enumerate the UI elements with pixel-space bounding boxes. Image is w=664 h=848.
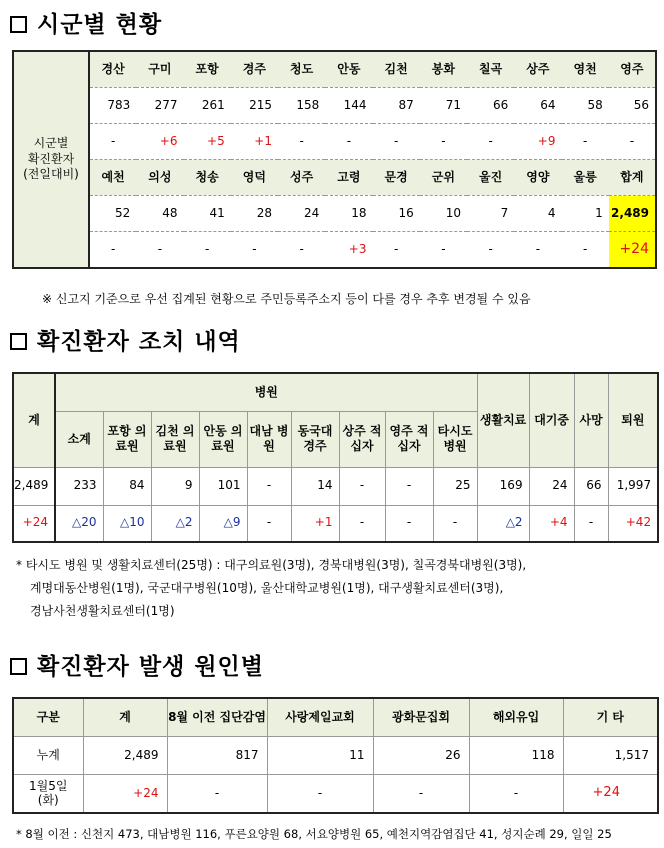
measure-total-cell: 1,997 bbox=[608, 467, 658, 505]
city-name-cell: 예천 bbox=[89, 160, 136, 196]
city-total-cell: 4 bbox=[514, 196, 561, 232]
city-change-cell: +24 bbox=[609, 232, 656, 269]
city-change-cell: - bbox=[278, 124, 325, 160]
checkbox-square-icon bbox=[10, 16, 27, 33]
cause-header-cell: 사랑제일교회 bbox=[267, 698, 373, 737]
city-name-cell: 고령 bbox=[325, 160, 372, 196]
measure-change-cell: △20 bbox=[55, 505, 103, 542]
city-total-cell: 10 bbox=[420, 196, 467, 232]
measures-footnote-1: * 타시도 병원 및 생활치료센터(25명) : 대구의료원(3명), 경북대병원(3명), 칠곡경북대병원(3명), bbox=[16, 558, 527, 572]
city-change-cell: +9 bbox=[514, 124, 561, 160]
city-name-cell: 경산 bbox=[89, 51, 136, 88]
city-total-cell: 261 bbox=[184, 88, 231, 124]
city-change-cell: - bbox=[252, 241, 257, 256]
measures-table bbox=[12, 372, 659, 543]
measure-change-cell: △2 bbox=[151, 505, 199, 542]
city-name-cell: 영덕 bbox=[231, 160, 278, 196]
city-change-cell: - bbox=[467, 124, 514, 160]
city-total-cell: 144 bbox=[325, 88, 372, 124]
measure-change-cell: - bbox=[385, 505, 433, 542]
measure-change-cell: +24 bbox=[13, 505, 55, 542]
city-total-cell: 783 bbox=[89, 88, 136, 124]
city-change-cell: - bbox=[562, 124, 609, 160]
city-change-cell: - bbox=[441, 241, 446, 256]
measure-total-cell: 14 bbox=[291, 467, 339, 505]
measure-total-cell: 9 bbox=[151, 467, 199, 505]
cause-value-cell: 1,517 bbox=[563, 737, 658, 775]
cause-header-cell: 기 타 bbox=[563, 698, 658, 737]
cause-value-cell: - bbox=[267, 775, 373, 814]
measure-total-cell: - bbox=[247, 467, 291, 505]
section-title-city-status: 시군별 현황 bbox=[10, 6, 162, 39]
checkbox-square-icon bbox=[10, 333, 27, 350]
causes-table bbox=[12, 697, 659, 814]
city-change-cell: - bbox=[420, 124, 467, 160]
cause-value-cell: +24 bbox=[563, 775, 658, 814]
city-total-cell: 71 bbox=[420, 88, 467, 124]
city-total-cell: 28 bbox=[231, 196, 278, 232]
city-change-cell: - bbox=[535, 241, 541, 256]
cause-value-cell: - bbox=[469, 775, 563, 814]
hospital-subheader: 대남 병원 bbox=[247, 411, 291, 467]
city-total-cell: 58 bbox=[562, 88, 609, 124]
city-row-label-line: 시군별 bbox=[33, 136, 69, 151]
city-total-cell: 56 bbox=[609, 88, 656, 124]
hospital-subheader: 김천 의료원 bbox=[151, 411, 199, 467]
cause-header-cell: 계 bbox=[83, 698, 167, 737]
city-name-cell: 상주 bbox=[514, 51, 561, 88]
city-name-cell: 포항 bbox=[184, 51, 231, 88]
cause-value-cell: - bbox=[373, 775, 469, 814]
city-name-cell: 경주 bbox=[231, 51, 278, 88]
city-name-cell: 청도 bbox=[278, 51, 325, 88]
measure-total-cell: 233 bbox=[55, 467, 103, 505]
section-title-causes: 확진환자 발생 원인별 bbox=[10, 648, 264, 681]
city-name-cell: 청송 bbox=[184, 160, 231, 196]
causes-footnote: * 8월 이전 : 신천지 473, 대남병원 116, 푸른요양원 68, 서요양병원 65, 예천지역감염집단 41, 성지순례 29, 일일 25 bbox=[16, 827, 612, 841]
measure-total-cell: 169 bbox=[477, 467, 529, 505]
cause-value-cell: 11 bbox=[267, 737, 373, 775]
measure-total-cell: 84 bbox=[103, 467, 151, 505]
city-name-cell: 합계 bbox=[609, 160, 656, 196]
cause-value-cell: 26 bbox=[373, 737, 469, 775]
city-total-cell: 64 bbox=[514, 88, 561, 124]
city-name-cell: 울진 bbox=[467, 160, 514, 196]
city-total-cell: 215 bbox=[231, 88, 278, 124]
measures-footnote-3: 경남사천생활치료센터(1명) bbox=[30, 604, 175, 618]
measure-change-cell: △2 bbox=[477, 505, 529, 542]
city-name-cell: 문경 bbox=[373, 160, 420, 196]
city-name-cell: 영양 bbox=[514, 160, 561, 196]
city-row-label-line: (전일대비) bbox=[23, 167, 79, 182]
city-change-cell: +5 bbox=[184, 124, 231, 160]
city-total-cell: 24 bbox=[278, 196, 325, 232]
city-name-cell: 영주 bbox=[609, 51, 656, 88]
city-total-cell: 66 bbox=[467, 88, 514, 124]
header-treatment: 생활치료 bbox=[477, 373, 529, 467]
city-total-cell: 48 bbox=[136, 196, 183, 232]
city-total-cell: 1 bbox=[562, 196, 609, 232]
measure-change-cell: △10 bbox=[103, 505, 151, 542]
measures-footnote-2: 계명대동산병원(1명), 국군대구병원(10명), 울산대학교병원(1명), 대구생활치료센터(3명), bbox=[30, 581, 504, 595]
header-total: 계 bbox=[13, 373, 55, 467]
city-change-cell: - bbox=[582, 241, 588, 256]
city-change-cell: - bbox=[393, 241, 399, 256]
measure-change-cell: △9 bbox=[199, 505, 247, 542]
measure-total-cell: 24 bbox=[529, 467, 574, 505]
measure-change-cell: +4 bbox=[529, 505, 574, 542]
city-total-cell: 277 bbox=[136, 88, 183, 124]
city-change-cell: - bbox=[373, 124, 420, 160]
header-death: 사망 bbox=[574, 373, 608, 467]
measure-change-cell: - bbox=[574, 505, 608, 542]
city-total-cell: 87 bbox=[373, 88, 420, 124]
hospital-subheader: 타시도 병원 bbox=[433, 411, 477, 467]
city-change-cell: - bbox=[299, 241, 304, 256]
city-name-cell: 영천 bbox=[562, 51, 609, 88]
city-name-cell: 안동 bbox=[325, 51, 372, 88]
cause-value-cell: +24 bbox=[83, 775, 167, 814]
city-status-note: ※ 신고지 기준으로 우선 집계된 현황으로 주민등록주소지 등이 다를 경우 추후 변경될 수 있음 bbox=[42, 292, 531, 306]
hospital-subheader: 동국대 경주 bbox=[291, 411, 339, 467]
measure-total-cell: 101 bbox=[199, 467, 247, 505]
section-title-measures: 확진환자 조치 내역 bbox=[10, 323, 241, 356]
city-name-cell: 의성 bbox=[136, 160, 183, 196]
hospital-subheader: 포항 의료원 bbox=[103, 411, 151, 467]
measure-change-cell: - bbox=[247, 505, 291, 542]
hospital-subheader: 안동 의료원 bbox=[199, 411, 247, 467]
measure-change-cell: +1 bbox=[291, 505, 339, 542]
measure-total-cell: - bbox=[339, 467, 385, 505]
cause-header-cell: 광화문집회 bbox=[373, 698, 469, 737]
city-name-cell: 김천 bbox=[373, 51, 420, 88]
measure-change-cell: - bbox=[339, 505, 385, 542]
city-name-cell: 칠곡 bbox=[467, 51, 514, 88]
city-row-label bbox=[13, 51, 89, 268]
city-change-cell: - bbox=[609, 124, 656, 160]
cause-value-cell: 817 bbox=[167, 737, 267, 775]
city-status-table bbox=[12, 50, 657, 269]
cause-row-label: 1월5일 (화) bbox=[13, 775, 83, 814]
measure-total-cell: 66 bbox=[574, 467, 608, 505]
city-name-cell: 봉화 bbox=[420, 51, 467, 88]
city-change-cell: - bbox=[157, 241, 163, 256]
city-total-cell: 7 bbox=[467, 196, 514, 232]
city-change-cell: +6 bbox=[136, 124, 183, 160]
city-change-cell: - bbox=[89, 124, 136, 160]
cause-value-cell: - bbox=[167, 775, 267, 814]
header-discharged: 퇴원 bbox=[608, 373, 658, 467]
cause-header-cell: 구분 bbox=[13, 698, 83, 737]
city-name-cell: 울릉 bbox=[562, 160, 609, 196]
hospital-subheader: 상주 적십자 bbox=[339, 411, 385, 467]
measure-change-cell: - bbox=[433, 505, 477, 542]
city-total-cell: 41 bbox=[184, 196, 231, 232]
city-total-cell: 16 bbox=[373, 196, 420, 232]
city-name-cell: 군위 bbox=[420, 160, 467, 196]
header-waiting: 대기중 bbox=[529, 373, 574, 467]
hospital-subheader: 소계 bbox=[55, 411, 103, 467]
cause-row-label: 누계 bbox=[13, 737, 83, 775]
cause-header-cell: 8월 이전 집단감염 bbox=[167, 698, 267, 737]
city-change-cell: - bbox=[488, 241, 493, 256]
measure-total-cell: - bbox=[385, 467, 433, 505]
measure-total-cell: 25 bbox=[433, 467, 477, 505]
measure-total-cell: 2,489 bbox=[13, 467, 55, 505]
checkbox-square-icon bbox=[10, 658, 27, 675]
city-change-cell: - bbox=[325, 124, 372, 160]
city-change-cell: - bbox=[110, 241, 116, 256]
city-total-cell: 158 bbox=[278, 88, 325, 124]
header-hospital-group: 병원 bbox=[55, 373, 477, 411]
cause-value-cell: 2,489 bbox=[83, 737, 167, 775]
cause-value-cell: 118 bbox=[469, 737, 563, 775]
city-change-cell: - bbox=[204, 241, 210, 256]
cause-header-cell: 해외유입 bbox=[469, 698, 563, 737]
hospital-subheader: 영주 적십자 bbox=[385, 411, 433, 467]
measure-change-cell: +42 bbox=[608, 505, 658, 542]
city-total-cell: 2,489 bbox=[609, 196, 656, 232]
city-total-cell: 18 bbox=[325, 196, 372, 232]
city-name-cell: 성주 bbox=[278, 160, 325, 196]
city-row-label-line: 확진환자 bbox=[27, 151, 75, 166]
city-name-cell: 구미 bbox=[136, 51, 183, 88]
city-total-cell: 52 bbox=[89, 196, 136, 232]
city-change-cell: +1 bbox=[231, 124, 278, 160]
city-change-cell: +3 bbox=[348, 241, 367, 256]
